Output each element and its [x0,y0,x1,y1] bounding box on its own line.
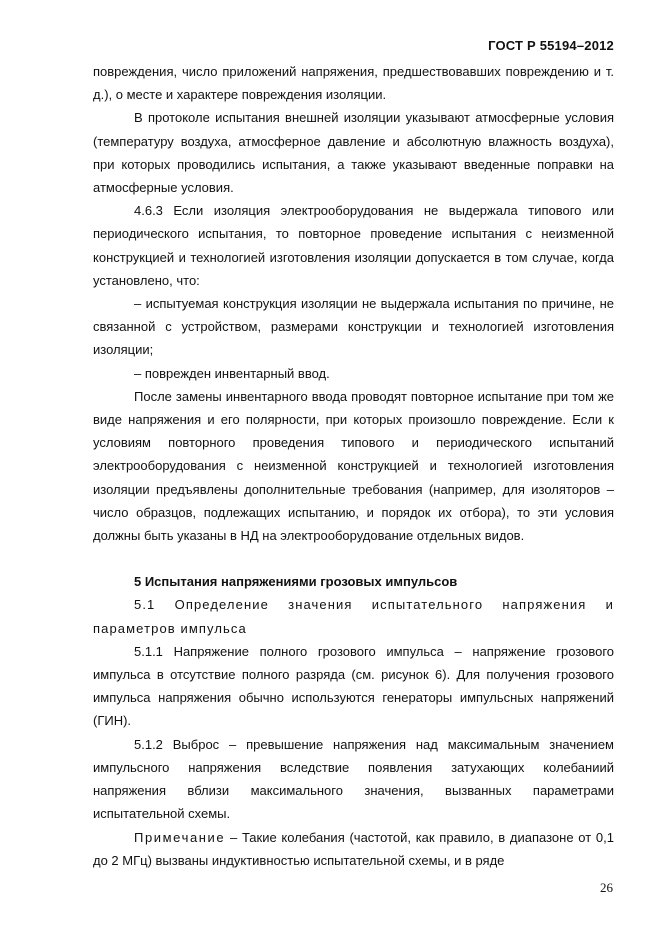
page-number: 26 [600,880,613,895]
note-paragraph [93,826,614,872]
paragraph-damage-info: повреждения, число приложений напряжения, предшествовавших повреждению и т. д.), о месте и характере повреждения изоляции. [93,64,614,103]
document-id-header: ГОСТ Р 55194–2012 [488,38,614,53]
paragraph-5-1-1: 5.1.1 Напряжение полного грозового импульса – напряжение грозового импульса в отсутствие полного разряда (см. рисунок 6). Для получения грозового импульса напряжения обычно используются генераторы импульсных напряжений (ГИН). [93,643,614,729]
note-label: Примечание [134,829,226,845]
paragraph-repeat-test: После замены инвентарного ввода проводят повторное испытание при том же виде напряжения и его полярности, при которых произошло повреждение. Если к условиям повторного проведения типового и периодического испытаний электрооборудования с неизменной конструкцией и технологией изготовления изоляции предъявлены дополнительные требования (например, для изоляторов – число образцов, подлежащих испытанию, и порядок их отбора), то эти условия должны быть указаны в НД на электрооборудование отдельных видов. [93,388,614,544]
section-title-5: 5 Испытания напряжениями грозовых импульсов [134,574,458,590]
note-text: – Такие колебания (частотой, как правило, в диапазоне от 0,1 до 2 МГц) вызваны индуктивностью испытательной схемы, и в ряде [93,829,614,868]
paragraph-5-1: 5.1 Определение значения испытательного напряжения и параметров импульса [93,597,614,636]
document-body [93,60,614,872]
paragraph-4-6-3: 4.6.3 Если изоляция электрооборудования не выдержала типового или периодического испытания, то повторное проведение испытания с неизменной конструкцией и технологией изготовления изоляции допускается в том случае, когда установлено, что: [93,203,614,288]
list-item-bushing: – поврежден инвентарный ввод. [134,365,330,381]
paragraph-atmospheric-conditions: В протоколе испытания внешней изоляции указывают атмосферные условия (температуру воздуха, атмосферное давление и абсолютную влажность воздуха), при которых проводились испытания, а также указывают введенные поправки на атмосферные условия. [93,110,614,196]
paragraph-5-1-2: 5.1.2 Выброс – превышение напряжения над максимальным значением импульсного напряжения вследствие появления затухающих колебаниий напряжения вблизи максимального значения, вызванных параметрами испытательной схемы. [93,736,614,822]
list-item-construction: – испытуемая конструкция изоляции не выдержала испытания по причине, не связанной с устройством, размерами конструкции и технологией изготовления изоляции; [93,296,614,358]
